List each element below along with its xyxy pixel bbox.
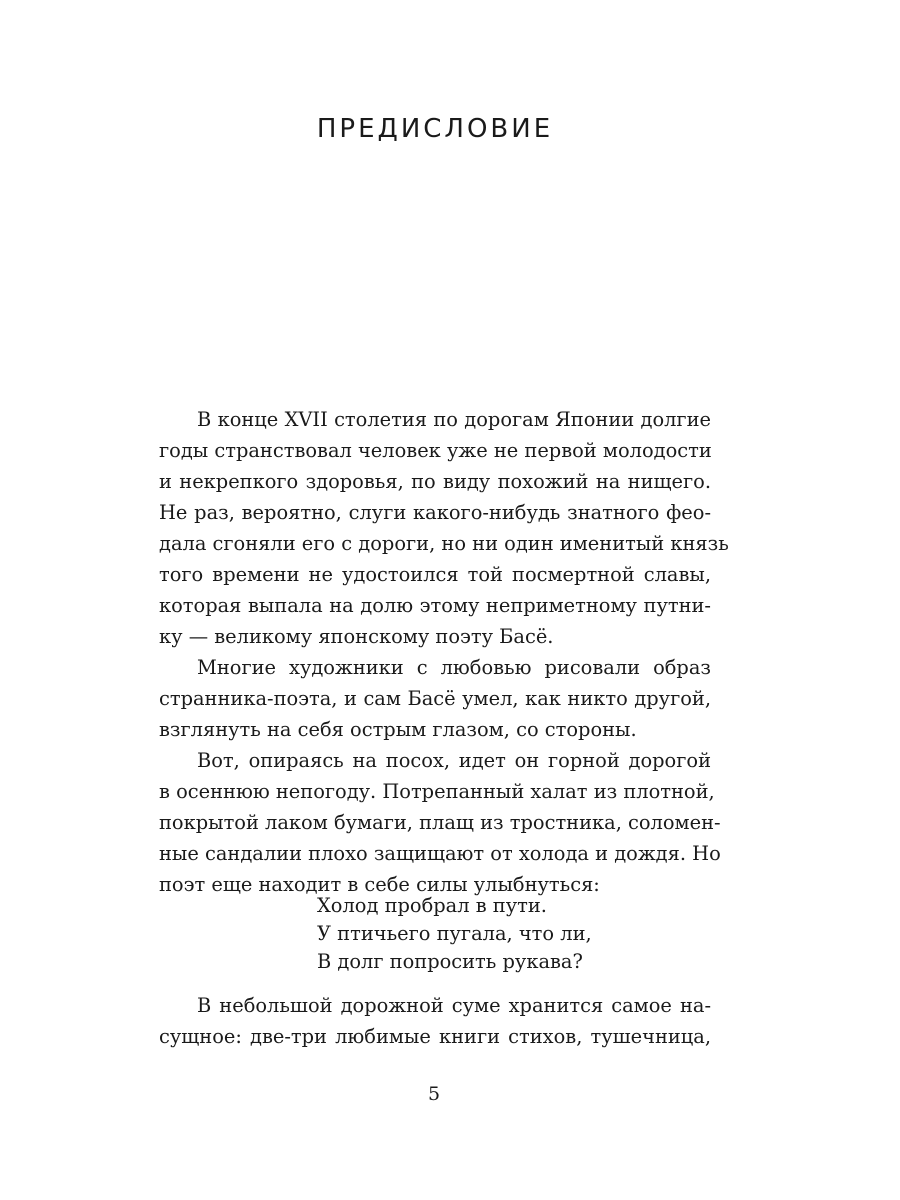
main-text (159, 404, 729, 900)
text-line: странника-поэта, и сам Басё умел, как никто другой, (159, 687, 711, 710)
page-title: ПРЕДИСЛОВИЕ (316, 114, 554, 144)
text-line: ку — великому японскому поэту Басё. (159, 625, 554, 648)
text-line: В конце XVII столетия по дорогам Японии долгие (197, 408, 711, 431)
text-line: Не раз, вероятно, слуги какого-нибудь знатного фео- (159, 501, 711, 524)
text-line: в осеннюю непогоду. Потрепанный халат из плотной, (159, 780, 715, 803)
haiku-poem (317, 892, 592, 976)
poem-line: Холод пробрал в пути. (317, 894, 547, 917)
text-line: взглянуть на себя острым глазом, со стороны. (159, 718, 637, 741)
text-line: Многие художники с любовью рисовали образ (197, 656, 711, 679)
text-line: поэт еще находит в себе силы улыбнуться: (159, 873, 600, 896)
text-line: покрытой лаком бумаги, плащ из тростника, соломен- (159, 811, 721, 834)
poem-line: У птичьего пугала, что ли, (317, 922, 592, 945)
closing-text (159, 990, 711, 1052)
text-line: дала сгоняли его с дороги, но ни один именитый князь (159, 532, 729, 555)
text-line: В небольшой дорожной суме хранится самое на- (197, 994, 711, 1017)
text-line: ные сандалии плохо защищают от холода и дождя. Но (159, 842, 721, 865)
poem-line: В долг попросить рукава? (317, 950, 583, 973)
text-line: сущное: две-три любимые книги стихов, тушечница, (159, 1025, 711, 1048)
text-line: которая выпала на долю этому неприметному путни- (159, 594, 711, 617)
text-line: и некрепкого здоровья, по виду похожий на нищего. (159, 470, 711, 493)
text-line: Вот, опираясь на посох, идет он горной дорогой (197, 749, 711, 772)
text-line: годы странствовал человек уже не первой молодости (159, 439, 712, 462)
text-line: того времени не удостоился той посмертной славы, (159, 563, 711, 586)
page-number: 5 (427, 1083, 441, 1105)
